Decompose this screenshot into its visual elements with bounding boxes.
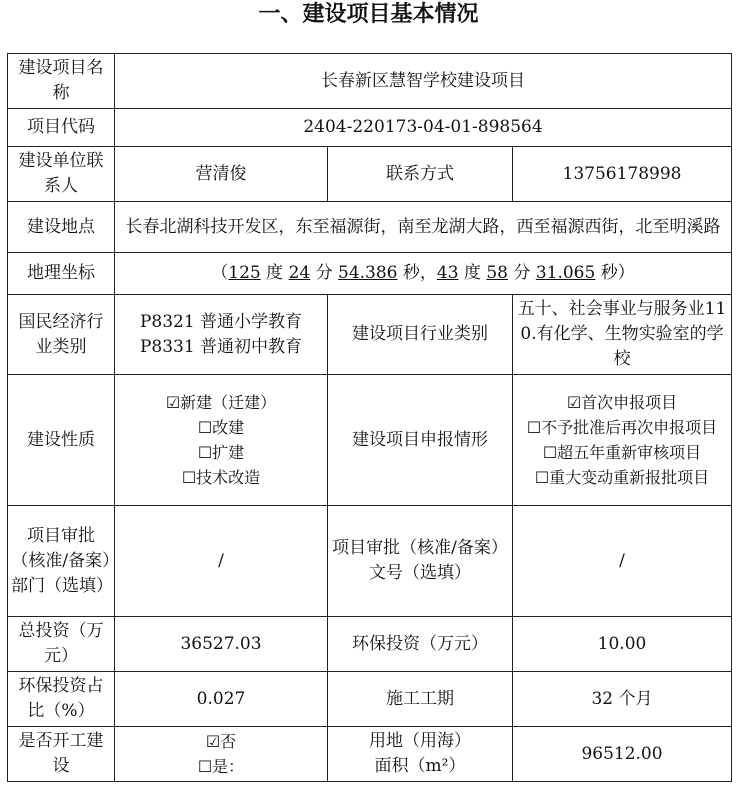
label-project-name: 建设项目名称 — [8, 54, 115, 109]
label-phone: 联系方式 — [328, 147, 513, 202]
label-coordinates: 地理坐标 — [8, 253, 115, 295]
project-info-table — [7, 53, 732, 782]
value-contact: 营清俊 — [115, 147, 328, 202]
started-options — [115, 727, 328, 782]
value-approval-doc: / — [513, 506, 732, 617]
row-nature — [8, 375, 732, 506]
label-location: 建设地点 — [8, 202, 115, 253]
value-total-investment: 36527.03 — [115, 617, 328, 672]
checkbox-not-started[interactable]: ☑否 — [205, 732, 237, 751]
checkbox-resubmit[interactable]: ☐不予批准后再次申报项目 — [526, 418, 718, 437]
checkbox-started[interactable]: ☐是： — [197, 757, 245, 776]
label-started: 是否开工建设 — [8, 727, 115, 782]
checkbox-new[interactable]: ☑新建（迁建） — [165, 393, 277, 412]
land-area-label-1: 用地（用海） — [369, 731, 471, 751]
value-env-investment: 10.00 — [513, 617, 732, 672]
coord-lat-min: 58 — [486, 263, 508, 283]
label-nature: 建设性质 — [8, 375, 115, 506]
checkbox-tech-upgrade[interactable]: ☐技术改造 — [181, 468, 261, 487]
checkbox-major-change[interactable]: ☐重大变动重新报批项目 — [534, 468, 710, 487]
industry-code-2: P8331 普通初中教育 — [139, 336, 303, 357]
industry-code-1: P8321 普通小学教育 — [139, 311, 303, 332]
land-area-label-2: 面积（m²） — [374, 756, 466, 776]
label-approval-dept: 项目审批（核准/备案）部门（选填） — [8, 506, 115, 617]
coord-min-unit-2: 分 — [508, 263, 536, 283]
coord-lng-min: 24 — [288, 263, 311, 283]
coord-deg-unit: 度 — [260, 263, 289, 283]
checkbox-rebuild[interactable]: ☐改建 — [197, 418, 245, 437]
row-location — [8, 202, 732, 253]
row-started — [8, 727, 732, 782]
coord-lng-deg: 125 — [228, 263, 261, 283]
coord-lng-sec: 54.386 — [338, 263, 398, 283]
value-project-code: 2404-220173-04-01-898564 — [115, 109, 732, 147]
row-coordinates — [8, 253, 732, 295]
label-project-code: 项目代码 — [8, 109, 115, 147]
row-ratio — [8, 672, 732, 727]
coord-open: （ — [211, 263, 229, 283]
coord-lat-deg: 43 — [436, 263, 459, 283]
label-project-industry: 建设项目行业类别 — [328, 295, 513, 375]
label-env-ratio: 环保投资占比（%） — [8, 672, 115, 727]
row-contact — [8, 147, 732, 202]
value-coordinates — [115, 253, 732, 295]
row-industry — [8, 295, 732, 375]
value-project-name: 长春新区慧智学校建设项目 — [115, 54, 732, 109]
section-title: 一、建设项目基本情况 — [258, 2, 479, 27]
row-investment — [8, 617, 732, 672]
coord-lat-sec: 31.065 — [535, 263, 596, 283]
coord-min-unit: 分 — [310, 263, 339, 283]
label-contact: 建设单位联系人 — [8, 147, 115, 202]
checkbox-expand[interactable]: ☐扩建 — [197, 443, 245, 462]
value-location: 长春北湖科技开发区，东至福源街，南至龙湖大路，西至福源西街，北至明溪路 — [115, 202, 732, 253]
row-approval — [8, 506, 732, 617]
row-project-code — [8, 109, 732, 147]
checkbox-first-report[interactable]: ☑首次申报项目 — [566, 393, 678, 412]
value-construction-period: 32 个月 — [513, 672, 732, 727]
value-env-ratio: 0.027 — [115, 672, 328, 727]
coord-sec-unit: 秒， — [397, 263, 437, 283]
checkbox-five-years[interactable]: ☐超五年重新审核项目 — [542, 443, 702, 462]
value-industry-codes — [115, 295, 328, 375]
label-approval-doc: 项目审批（核准/备案）文号（选填） — [328, 506, 513, 617]
nature-options — [115, 375, 328, 506]
value-phone: 13756178998 — [513, 147, 732, 202]
label-land-area — [328, 727, 513, 782]
coord-deg-unit-2: 度 — [458, 263, 487, 283]
label-industry: 国民经济行业类别 — [8, 295, 115, 375]
value-approval-dept: / — [115, 506, 328, 617]
value-land-area: 96512.00 — [513, 727, 732, 782]
label-report-type: 建设项目申报情形 — [328, 375, 513, 506]
label-env-investment: 环保投资（万元） — [328, 617, 513, 672]
report-options — [513, 375, 732, 506]
coord-close: 秒） — [595, 263, 635, 283]
label-construction-period: 施工工期 — [328, 672, 513, 727]
row-project-name — [8, 54, 732, 109]
value-project-industry: 五十、社会事业与服务业110.有化学、生物实验室的学校 — [513, 295, 732, 375]
label-total-investment: 总投资（万元） — [8, 617, 115, 672]
